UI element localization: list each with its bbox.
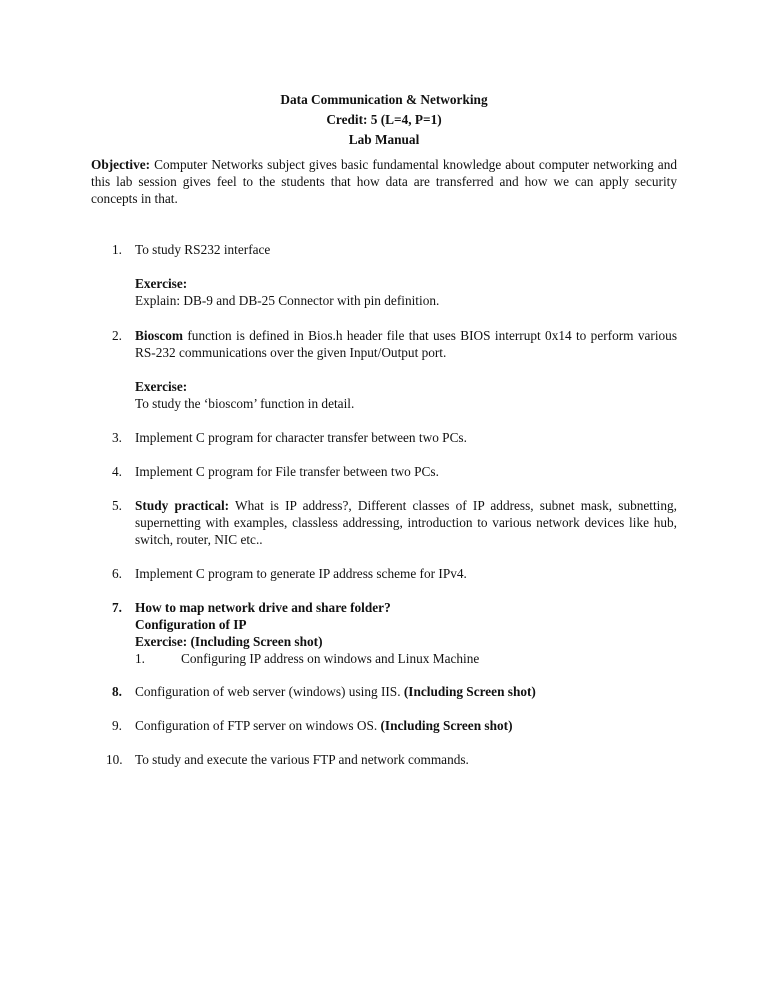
item-number: 1.: [112, 242, 122, 257]
item-number: 9.: [112, 718, 122, 733]
item-text: Implement C program for File transfer between two PCs.: [135, 464, 439, 479]
item-number: 6.: [112, 566, 122, 581]
item-text-body: Configuration of web server (windows) using IIS.: [135, 684, 404, 699]
credit-line: Credit: 5 (L=4, P=1): [326, 112, 442, 127]
objective-text: Computer Networks subject gives basic fundamental knowledge about computer networking and this lab session gives feel to the students that how data are transferred and how we can apply security concepts in that.: [91, 157, 677, 206]
item-heading: How to map network drive and share folder?: [135, 600, 391, 615]
item-text-body: What is IP address?, Different classes of IP address, subnet mask, subnetting, supernetting with examples, classless addressing, introduction to various network devices like hub, switch, router, NIC etc..: [135, 498, 677, 547]
sub-item-number: 1.: [135, 651, 145, 666]
exercise-text: To study the ‘bioscom’ function in detail.: [135, 396, 355, 411]
item-text: To study and execute the various FTP and network commands.: [135, 752, 469, 767]
item-bold-term: Bioscom: [135, 328, 184, 343]
item-text: [135, 683, 677, 700]
exercise-label: Exercise: (Including Screen shot): [135, 634, 323, 649]
item-number: 7.: [112, 600, 122, 615]
item-bold-tail: (Including Screen shot): [380, 718, 513, 733]
exercise-label: Exercise:: [135, 276, 188, 291]
exercise-label: Exercise:: [135, 379, 188, 394]
item-number: 5.: [112, 498, 122, 513]
item-bold-term: Study practical:: [135, 498, 230, 513]
item-text: Implement C program to generate IP address scheme for IPv4.: [135, 566, 467, 581]
item-text-body: Configuration of FTP server on windows OS.: [135, 718, 381, 733]
item-number: 4.: [112, 464, 122, 479]
item-text: [135, 497, 677, 548]
objective-label: Objective:: [91, 157, 151, 172]
exercise-text: Explain: DB-9 and DB-25 Connector with pin definition.: [135, 293, 440, 308]
document-title: Data Communication & Networking: [280, 92, 488, 107]
item-text: Implement C program for character transfer between two PCs.: [135, 430, 467, 445]
item-number: 8.: [112, 684, 122, 699]
item-number: 3.: [112, 430, 122, 445]
item-text-body: function is defined in Bios.h header file that uses BIOS interrupt 0x14 to perform various RS-232 communications over the given Input/Output port.: [135, 328, 677, 360]
item-number: 2.: [112, 328, 122, 343]
sub-list-item: [135, 650, 677, 667]
item-subheading: Configuration of IP: [135, 617, 247, 632]
item-number: 10.: [106, 752, 123, 767]
item-bold-tail: (Including Screen shot): [403, 684, 536, 699]
document-subtitle: Lab Manual: [348, 132, 420, 147]
item-text: [135, 327, 677, 361]
objective-paragraph: [91, 156, 677, 207]
sub-item-text: Configuring IP address on windows and Linux Machine: [181, 651, 480, 666]
item-text: [135, 717, 677, 734]
document-header: [0, 90, 768, 150]
item-text: To study RS232 interface: [135, 242, 271, 257]
